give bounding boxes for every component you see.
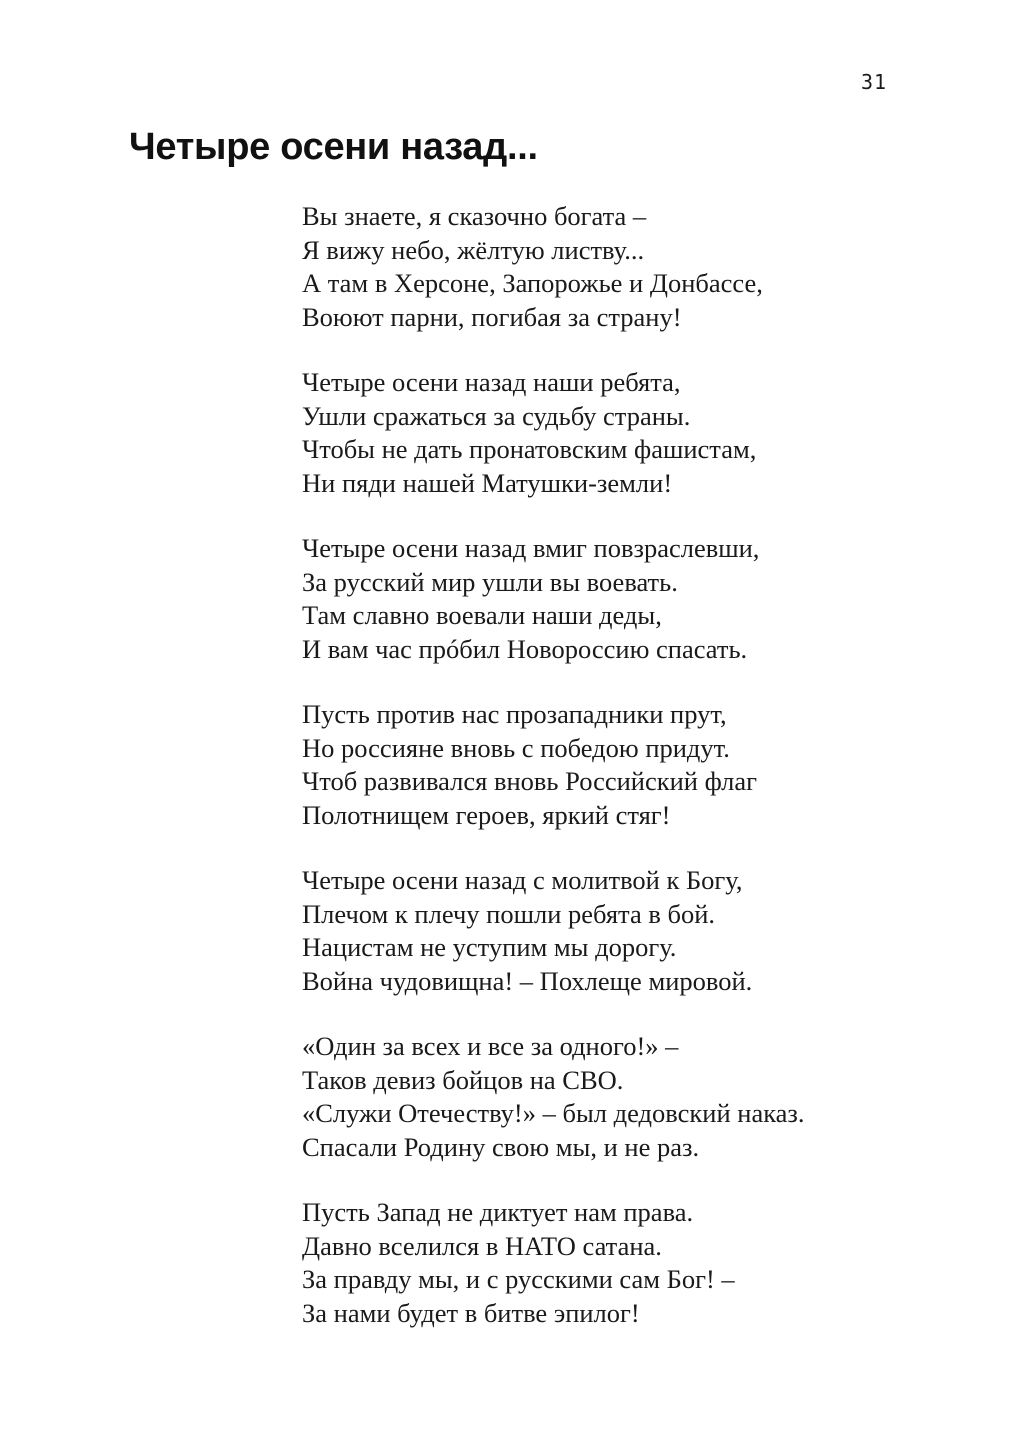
- poem-line: «Один за всех и все за одного!» –: [302, 1031, 679, 1061]
- poem-line: Воюют парни, погибая за страну!: [302, 301, 682, 332]
- poem-line: Пусть против нас прозападники прут,: [302, 699, 727, 729]
- stanza: [302, 698, 992, 832]
- poem-line: Но россияне вновь с победою придут.: [302, 732, 730, 763]
- poem-title: Четыре осени назад...: [129, 126, 538, 168]
- poem-line: За правду мы, и с русскими сам Бог! –: [302, 1264, 735, 1294]
- stanza: [302, 366, 992, 500]
- poem-line: Спасали Родину свою мы, и не раз.: [302, 1131, 700, 1162]
- poem-line: Таков девиз бойцов на СВО.: [302, 1064, 624, 1095]
- poem-line: «Служи Отечеству!» – был дедовский наказ.: [302, 1098, 805, 1128]
- poem-line: И вам час прóбил Новороссию спасать.: [302, 633, 748, 664]
- stanza: [302, 1030, 992, 1164]
- poem-line: Плечом к плечу пошли ребята в бой.: [302, 898, 716, 929]
- poem-line: Чтоб развивался вновь Российский флаг: [302, 766, 757, 796]
- poem-body: [302, 200, 992, 1362]
- poem-line: А там в Херсоне, Запорожье и Донбассе,: [302, 268, 763, 298]
- poem-line: Пусть Запад не диктует нам права.: [302, 1197, 694, 1227]
- poem-line: Чтобы не дать пронатовским фашистам,: [302, 434, 757, 464]
- poem-line: Ни пяди нашей Матушки-земли!: [302, 467, 673, 498]
- poem-line: За нами будет в битве эпилог!: [302, 1297, 640, 1328]
- poem-line: Война чудовищна! – Похлеще мировой.: [302, 965, 753, 996]
- poem-line: Вы знаете, я сказочно богата –: [302, 201, 647, 231]
- poem-line: Полотнищем героев, яркий стяг!: [302, 799, 671, 830]
- poem-line: За русский мир ушли вы воевать.: [302, 566, 678, 597]
- poem-line: Там славно воевали наши деды,: [302, 600, 662, 630]
- poem-line: Четыре осени назад наши ребята,: [302, 367, 681, 397]
- stanza: [302, 200, 992, 334]
- poem-line: Я вижу небо, жёлтую листву...: [302, 234, 645, 265]
- stanza: [302, 1196, 992, 1330]
- poem-line: Давно вселился в НАТО сатана.: [302, 1230, 662, 1261]
- page-number: 31: [861, 70, 888, 94]
- poem-line: Четыре осени назад вмиг повзраслевши,: [302, 533, 760, 563]
- poem-line: Ушли сражаться за судьбу страны.: [302, 400, 691, 431]
- poem-line: Нацистам не уступим мы дорогу.: [302, 932, 677, 962]
- stanza: [302, 864, 992, 998]
- stanza: [302, 532, 992, 666]
- poem-line: Четыре осени назад с молитвой к Богу,: [302, 865, 743, 895]
